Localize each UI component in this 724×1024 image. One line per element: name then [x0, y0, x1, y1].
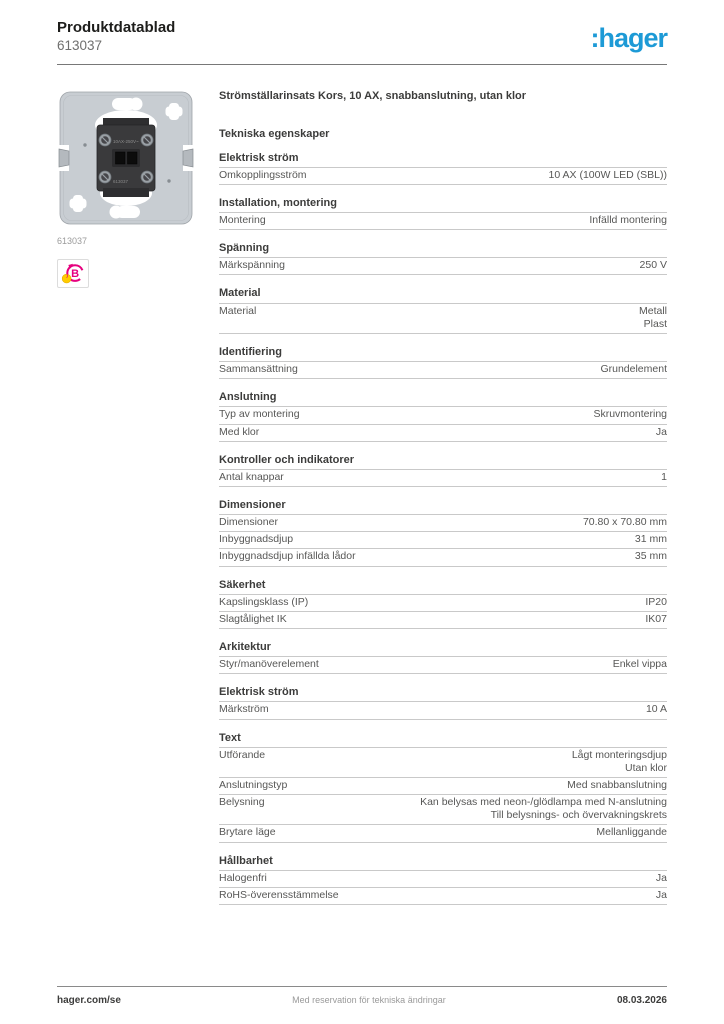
spec-row	[219, 304, 667, 334]
spec-value: Ja	[655, 871, 667, 884]
spec-label: Inbyggnadsdjup	[219, 533, 294, 546]
spec-section	[219, 855, 667, 905]
spec-label: RoHS-överensstämmelse	[219, 888, 339, 901]
spec-value: IP20	[645, 595, 667, 608]
footer-date: 08.03.2026	[616, 995, 667, 1006]
right-column	[219, 87, 667, 905]
photo-caption: 613037	[57, 236, 88, 247]
spec-value: 31 mm	[634, 533, 667, 546]
spec-row	[219, 258, 667, 275]
spec-label: Inbyggnadsdjup infällda lådor	[219, 550, 356, 563]
spec-row	[219, 168, 667, 185]
spec-value: 1	[661, 470, 667, 483]
spec-value: IK07	[645, 612, 667, 625]
spec-value: 70.80 x 70.80 mm	[582, 516, 667, 529]
spec-row	[219, 213, 667, 230]
spec-section	[219, 499, 667, 567]
spec-section-title: Dimensioner	[219, 499, 667, 515]
header-titles	[57, 19, 175, 53]
spec-section-title: Anslutning	[219, 391, 667, 407]
spec-section-title: Text	[219, 732, 667, 748]
certification-mark-box	[57, 259, 89, 288]
spec-label: Anslutningstyp	[219, 779, 288, 792]
spec-value: Kan belysas med neon-/glödlampa med N-anslutning Till belysnings- och övervakningskrets	[420, 796, 667, 822]
spec-value: 10 AX (100W LED (SBL))	[548, 168, 667, 181]
spec-label: Halogenfri	[219, 871, 267, 884]
spec-section	[219, 346, 667, 379]
spec-row	[219, 532, 667, 549]
document-product-number: 613037	[57, 38, 103, 54]
spec-value: Lågt monteringsdjup Utan klor	[571, 748, 667, 774]
spec-section-title: Säkerhet	[219, 579, 667, 595]
footer-website-link[interactable]: hager.com/se	[57, 995, 121, 1006]
spec-section-title: Elektrisk ström	[219, 686, 667, 702]
b-mark-certification-icon	[60, 262, 86, 285]
spec-row	[219, 871, 667, 888]
spec-value: 35 mm	[634, 550, 667, 563]
etched-rating-label: 10AX-250V~	[113, 139, 139, 145]
spec-section-title: Hållbarhet	[219, 855, 667, 871]
spec-section-title: Installation, montering	[219, 197, 667, 213]
spec-label: Kapslingsklass (IP)	[219, 595, 309, 608]
spec-row	[219, 425, 667, 442]
spec-label: Material	[219, 304, 257, 317]
page-footer	[57, 986, 667, 1006]
spec-row	[219, 778, 667, 795]
spec-label: Montering	[219, 214, 266, 227]
spec-row	[219, 549, 667, 566]
page-header	[57, 0, 667, 65]
spec-value: Ja	[655, 888, 667, 901]
spec-row	[219, 825, 667, 842]
tech-properties-heading: Tekniska egenskaper	[219, 127, 330, 140]
spec-section	[219, 152, 667, 185]
spec-value: 250 V	[639, 259, 667, 272]
spec-value: Skruvmontering	[593, 408, 667, 421]
spec-label: Utförande	[219, 748, 266, 761]
spec-value: 10 A	[645, 703, 667, 716]
spec-label: Märkspänning	[219, 259, 285, 272]
spec-sections	[219, 152, 667, 905]
spec-value: Infälld montering	[589, 214, 667, 227]
spec-label: Omkopplingsström	[219, 168, 307, 181]
spec-value: Enkel vippa	[612, 658, 667, 671]
product-title: Strömställarinsats Kors, 10 AX, snabbanslutning, utan klor	[219, 90, 527, 103]
spec-row	[219, 657, 667, 674]
spec-section	[219, 732, 667, 843]
footer-disclaimer: Med reservation för tekniska ändringar	[292, 995, 446, 1005]
spec-section-title: Identifiering	[219, 346, 667, 362]
spec-row	[219, 595, 667, 612]
spec-section	[219, 287, 667, 333]
spec-section-title: Arkitektur	[219, 641, 667, 657]
spec-section	[219, 641, 667, 674]
spec-value: Grundelement	[600, 363, 667, 376]
left-column	[57, 87, 195, 905]
spec-row	[219, 748, 667, 778]
spec-row	[219, 702, 667, 719]
hager-logo: :hager	[590, 23, 667, 53]
spec-section-title: Spänning	[219, 242, 667, 258]
spec-section	[219, 197, 667, 230]
spec-value: Med snabbanslutning	[567, 779, 667, 792]
spec-section	[219, 454, 667, 487]
spec-label: Styr/manöverelement	[219, 658, 319, 671]
spec-row	[219, 795, 667, 825]
spec-section-title: Material	[219, 287, 667, 303]
main-content	[57, 87, 667, 905]
spec-label: Brytare läge	[219, 826, 276, 839]
spec-row	[219, 407, 667, 424]
product-photo	[57, 87, 195, 229]
spec-row	[219, 515, 667, 532]
spec-row	[219, 470, 667, 487]
spec-section-title: Elektrisk ström	[219, 152, 667, 168]
spec-label: Dimensioner	[219, 516, 278, 529]
spec-row	[219, 888, 667, 905]
spec-section	[219, 686, 667, 719]
spec-label: Sammansättning	[219, 363, 298, 376]
spec-section	[219, 242, 667, 275]
spec-section-title: Kontroller och indikatorer	[219, 454, 667, 470]
spec-row	[219, 612, 667, 629]
spec-section	[219, 579, 667, 629]
spec-value: Ja	[655, 425, 667, 438]
document-title: Produktdatablad	[57, 19, 176, 36]
cert-letter: B	[71, 268, 80, 281]
etched-number-label: 613037	[113, 179, 129, 185]
spec-value: Mellanliggande	[596, 826, 667, 839]
spec-value: Metall Plast	[638, 304, 667, 330]
spec-row	[219, 362, 667, 379]
spec-label: Belysning	[219, 796, 265, 809]
spec-label: Märkström	[219, 703, 269, 716]
spec-label: Slagtålighet IK	[219, 612, 287, 625]
spec-label: Med klor	[219, 425, 260, 438]
spec-label: Typ av montering	[219, 408, 300, 421]
spec-section	[219, 391, 667, 441]
spec-label: Antal knappar	[219, 470, 284, 483]
